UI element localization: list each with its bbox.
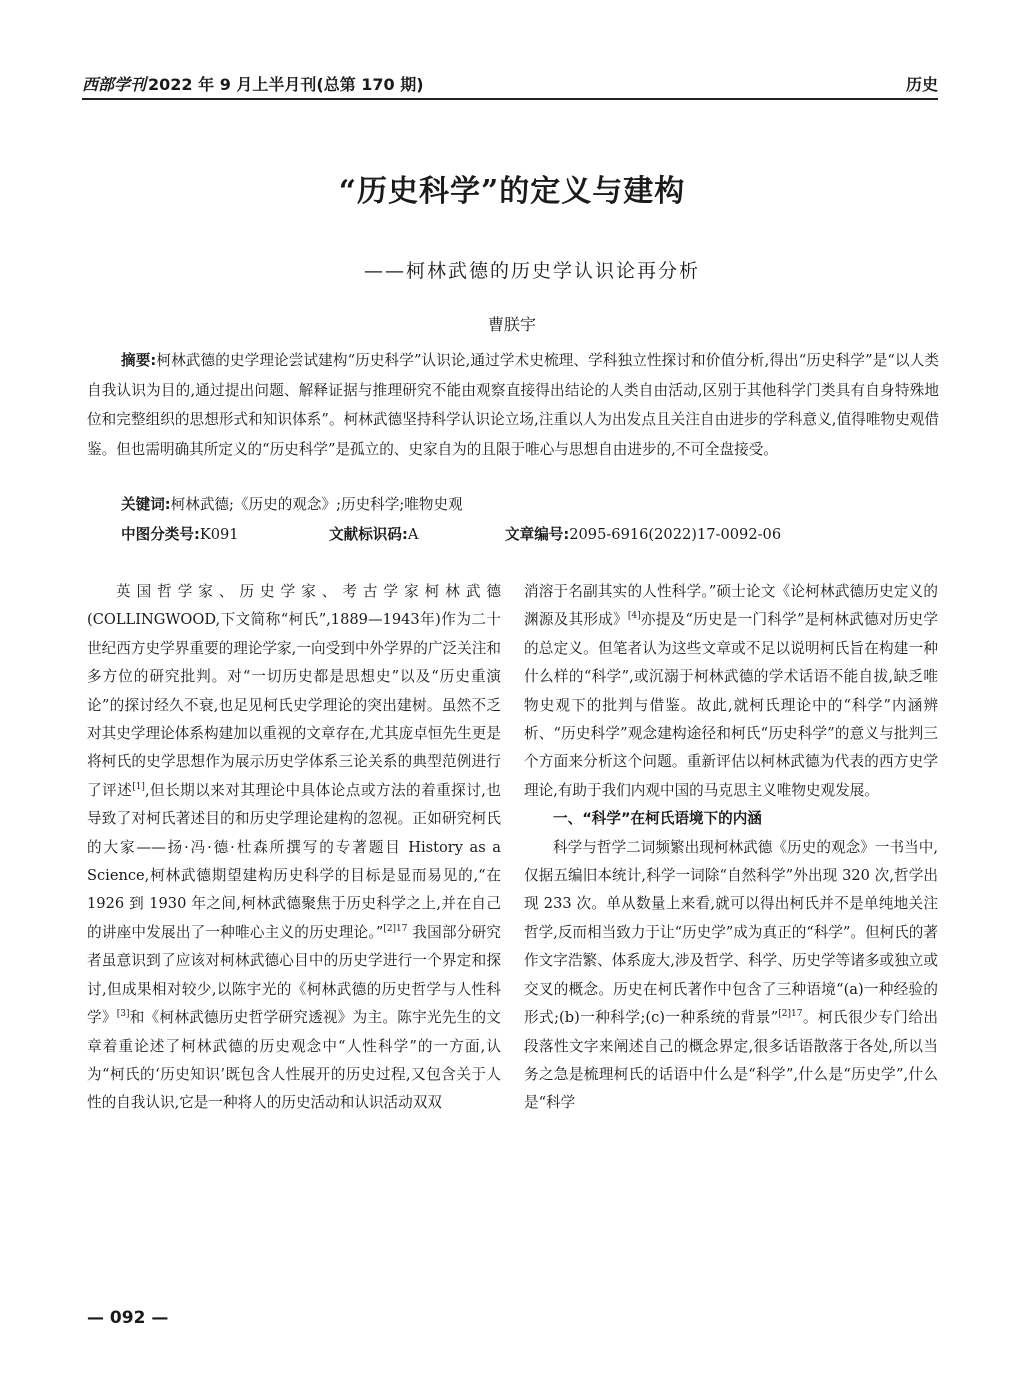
article-no-value: 2095-6916(2022)17-0092-06 — [569, 526, 782, 543]
section-heading: 一、“科学”在柯氏语境下的内涵 — [553, 810, 762, 828]
journal-issue — [82, 72, 424, 95]
citation-ref: [4] — [627, 611, 641, 622]
text-run: 我国部分研究者虽意识到了应该对柯林武德心目中的历史学进行一个界定和探讨,但成果相对较少,以陈宇光的《柯林武德的历史哲学与人性科学》 — [87, 923, 501, 1027]
clc-code — [121, 522, 239, 548]
citation-ref: [1] — [132, 781, 145, 792]
clc-value: K091 — [199, 526, 239, 543]
text-run: 。柯氏很少专门给出段落性文字来阐述自己的概念界定,很多话语散落于各处,所以当务之急是梳理柯氏的话语中什么是“科学”,什么是“历史学”,什么是“科学 — [524, 1009, 938, 1112]
doc-code-label: 文献标识码: — [329, 526, 408, 543]
paragraph — [87, 578, 501, 1118]
citation-ref: [2]17 — [778, 1009, 803, 1020]
text-run: 英国哲学家、历史学家、考古学家柯林武德(COLLINGWOOD,下文简称“柯氏”,1889—1943年)作为二十世纪西方史学界重要的理论学家,一向受到中外学界的广泛关注和多方位的研究批判。对“一切历史都是思想史”以及“历史重演论”的探讨经久不衰,也足见柯氏史学理论的突出建树。虽然不乏对其史学理论体系构建加以重视的文章存在,尤其庞卓恒先生更是将柯氏的史学思想作为展示历史学体系三论关系的典型范例进行了评述 — [87, 583, 501, 799]
paragraph — [524, 578, 938, 805]
issue-info: 2022 年 9 月上半月刊(总第 170 期) — [148, 75, 424, 94]
abstract-label: 摘要: — [121, 352, 157, 369]
citation-ref: [3] — [116, 1009, 130, 1020]
text-run: 科学与哲学二词频繁出现柯林武德《历史的观念》一书当中,仅据五编旧本统计,科学一词除“自然科学”外出现 320 次,哲学出现 233 次。单从数量上来看,就可以得出柯氏并不是单纯地关注哲学,反而相当致力于让“历史学”成为真正的“科学”。但柯氏的著作文字浩繁、体系庞大,涉及哲学、科学、历史学等诸多或独立或交叉的概念。历史在柯氏著作中包含了三种语境“(a)一种经验的形式;(b)一种科学;(c)一种系统的背景” — [524, 838, 938, 1027]
clc-label: 中图分类号: — [121, 526, 200, 543]
section-label: 历史 — [905, 75, 938, 94]
keywords-text: 柯林武德;《历史的观念》;历史科学;唯物史观 — [170, 496, 463, 513]
body-column-left — [87, 578, 501, 1118]
text-run: ,但长期以来对其理论中具体论点或方法的着重探讨,也导致了对柯氏著述目的和历史学理论建构的忽视。正如研究柯氏的大家——扬·冯·德·杜森所撰写的专著题目 History as a Science,柯林武德期望建构历史科学的目标是显而易见的,“在 1926 到 1930 年之间,柯林武德聚焦于历史科学之上,并在自己的讲座中发展出了一种唯心主义的历史理论。” — [87, 781, 501, 941]
citation-ref: [2]17 — [383, 924, 408, 935]
article-no-label: 文章编号: — [505, 526, 570, 543]
article-number — [505, 522, 781, 548]
author-name: 曹朕宇 — [487, 315, 536, 334]
doc-code-value: A — [407, 526, 419, 543]
paragraph — [524, 834, 938, 1118]
journal-logo: 西部学刊 — [82, 75, 147, 94]
abstract — [87, 346, 939, 464]
abstract-text: 柯林武德的史学理论尝试建构“历史科学”认识论,通过学术史梳理、学科独立性探讨和价值分析,得出“历史科学”是“以人类自我认识为目的,通过提出问题、解释证据与推理研究不能由观察直接得出结论的人类自由活动,区别于其他科学门类具有自身特殊地位和完整组织的思想形式和知识体系”。柯林武德坚持科学认识论立场,注重以人为出发点且关注自由进步的学科意义,值得唯物史观借鉴。但也需明确其所定义的“历史科学”是孤立的、史家自为的且限于唯心与思想自由进步的,不可全盘接受。 — [87, 352, 940, 458]
article-subtitle: ——柯林武德的历史学认识论再分析 — [363, 260, 700, 282]
text-run: 和《柯林武德历史哲学研究透视》为主。陈宇光先生的文章着重论述了柯林武德的历史观念中“人性科学”的一方面,认为“柯氏的‘历史知识’既包含人性展开的历史过程,又包含关于人性的自我认识,它是一种将人的历史活动和认识活动双双 — [87, 1009, 501, 1112]
document-code — [329, 522, 418, 548]
text-run: 消溶于名副其实的人性科学。”硕士论文《论柯林武德历史定义的渊源及其形成》 — [524, 583, 938, 629]
body-column-right — [524, 578, 938, 1118]
article-title: “历史科学”的定义与建构 — [338, 174, 686, 209]
running-header — [82, 64, 938, 100]
page-number: — 092 — — [87, 1308, 169, 1328]
keywords-label: 关键词: — [121, 496, 171, 513]
text-run: 亦提及“历史是一门科学”是柯林武德对历史学的总定义。但笔者认为这些文章或不足以说明柯氏旨在构建一种什么样的“科学”,或沉溺于柯林武德的学术话语不能自拔,缺乏唯物史观下的批判与借鉴。故此,就柯氏理论中的“科学”内涵辨析、“历史科学”观念建构途径和柯氏“历史科学”的意义与批判三个方面来分析这个问题。重新评估以柯林武德为代表的西方史学理论,有助于我们内观中国的马克思主义唯物史观发展。 — [524, 611, 938, 799]
keywords — [121, 492, 463, 518]
